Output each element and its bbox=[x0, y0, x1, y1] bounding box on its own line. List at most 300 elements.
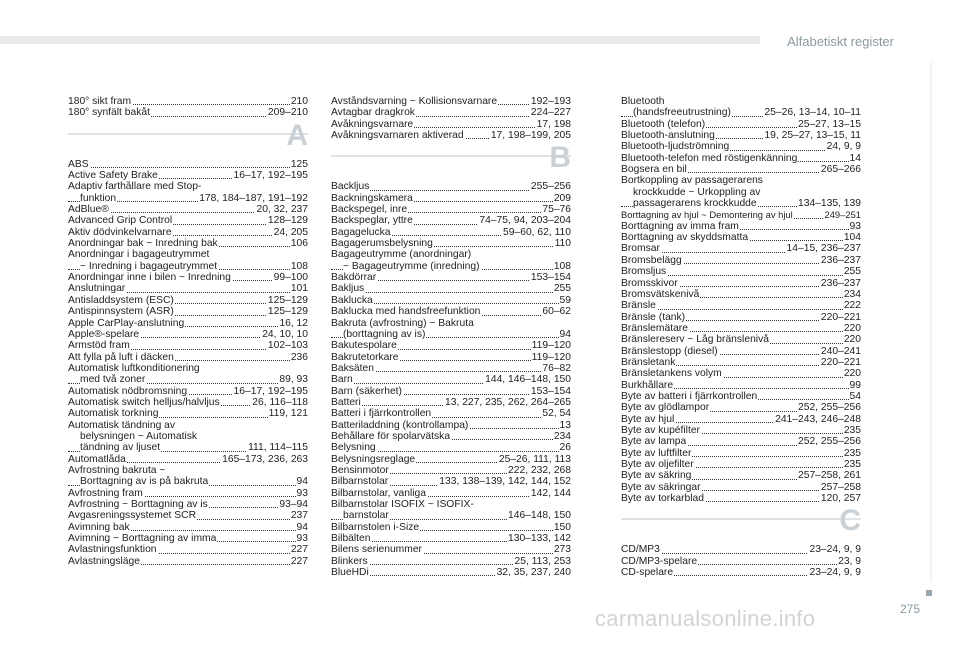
entry-pages: 153–154 bbox=[530, 272, 571, 284]
index-entry bbox=[331, 329, 571, 340]
entry-title: Batteri bbox=[331, 396, 361, 408]
entry-pages: 220 bbox=[843, 322, 861, 334]
entry-pages: 25–27, 13–15 bbox=[798, 118, 861, 130]
index-entry bbox=[68, 204, 308, 215]
index-entry bbox=[621, 312, 861, 323]
entry-title: Byte av lampa bbox=[621, 436, 687, 448]
entry-pages: 26 bbox=[559, 442, 571, 454]
entry-title: Belysningsreglage bbox=[331, 453, 416, 465]
index-entry bbox=[621, 391, 861, 402]
entry-pages: 108 bbox=[553, 260, 571, 272]
entry-pages: 13, 227, 235, 262, 264–265 bbox=[445, 396, 571, 408]
entry-pages: 76–82 bbox=[542, 362, 571, 374]
index-entry bbox=[331, 533, 571, 544]
index-entry bbox=[68, 215, 308, 226]
entry-title: Behållare för spolarvätska bbox=[331, 430, 451, 442]
entry-pages: 125–129 bbox=[267, 294, 308, 306]
entry-pages: 240–241 bbox=[820, 345, 861, 357]
entry-pages: 16, 12 bbox=[279, 317, 308, 329]
index-entry bbox=[68, 488, 308, 499]
entry-title: Adaptiv farthållare med Stop- bbox=[68, 181, 202, 193]
entry-pages: 252, 255–256 bbox=[798, 436, 861, 448]
entry-pages: 94 bbox=[296, 476, 308, 488]
entry-pages: 19, 25–27, 13–15, 11 bbox=[764, 130, 861, 142]
entry-pages: 220 bbox=[843, 368, 861, 380]
index-entry bbox=[621, 209, 861, 220]
index-entry bbox=[621, 289, 861, 300]
entries bbox=[68, 159, 308, 567]
index-entry bbox=[68, 533, 308, 544]
entry-pages: 165–173, 236, 263 bbox=[222, 453, 308, 465]
index-entry bbox=[68, 283, 308, 294]
index-entry bbox=[621, 300, 861, 311]
page-number: 275 bbox=[900, 602, 921, 616]
letter-rule bbox=[621, 518, 861, 520]
entry-pages: 235 bbox=[843, 424, 861, 436]
entry-title: CD/MP3-spelare bbox=[621, 555, 698, 567]
entry-pages: 89, 93 bbox=[279, 374, 308, 386]
index-entry bbox=[621, 243, 861, 254]
index-entry bbox=[621, 130, 861, 141]
entry-pages: 99 bbox=[849, 379, 861, 391]
entry-title: Aktiv dödvinkelvarnare bbox=[68, 226, 172, 238]
index-entry bbox=[621, 107, 861, 118]
entry-pages: 134–135, 139 bbox=[798, 198, 861, 210]
entry-title: Bogsera en bil bbox=[621, 164, 687, 176]
index-entry bbox=[331, 510, 571, 521]
entry-pages: 236–237 bbox=[820, 277, 861, 289]
index-entry bbox=[68, 261, 308, 272]
index-entry bbox=[68, 227, 308, 238]
index-entry bbox=[68, 454, 308, 465]
entry-pages: 101 bbox=[290, 283, 308, 295]
index-entry bbox=[68, 249, 308, 260]
entry-pages: 125–129 bbox=[267, 306, 308, 318]
entry-title: tändning av ljuset bbox=[80, 442, 161, 454]
index-entry bbox=[331, 215, 571, 226]
index-entry bbox=[621, 368, 861, 379]
entry-pages: 255 bbox=[843, 266, 861, 278]
entry-pages: 32, 35, 237, 240 bbox=[496, 567, 571, 579]
entry-title: Belysning bbox=[331, 442, 376, 454]
entry-title: 180° synfält bakåt bbox=[68, 107, 150, 119]
entry-pages: 59 bbox=[559, 294, 571, 306]
index-entry bbox=[68, 544, 308, 555]
entry-pages: 235 bbox=[843, 447, 861, 459]
index-entry bbox=[621, 556, 861, 567]
index-entry bbox=[68, 193, 308, 204]
entry-pages: 24, 205 bbox=[273, 226, 308, 238]
entry-title: Avfrostning fram bbox=[68, 487, 143, 499]
entry-title: Backspegel, inre bbox=[331, 204, 408, 216]
index-entry bbox=[621, 482, 861, 493]
index-entry bbox=[68, 386, 308, 397]
index-entry bbox=[331, 272, 571, 283]
entry-pages: 94 bbox=[559, 328, 571, 340]
entry-title: Bränslereserv ~ Låg bränslenivå bbox=[621, 334, 769, 346]
entry-title: Avlastningsläge bbox=[68, 555, 140, 567]
letter-divider bbox=[621, 504, 861, 544]
entry-title: Bilbarnstolar, vanliga bbox=[331, 487, 427, 499]
entry-title: Batteriladdning (kontrollampa) bbox=[331, 419, 469, 431]
entry-title: Bagagelucka bbox=[331, 226, 391, 238]
entry-pages: 227 bbox=[290, 555, 308, 567]
entry-pages: 23–24, 9, 9 bbox=[809, 544, 861, 556]
entry-title: Bränslestopp (diesel) bbox=[621, 345, 718, 357]
entry-pages: 257–258 bbox=[820, 481, 861, 493]
entry-pages: 125 bbox=[290, 158, 308, 170]
entry-pages: 75–76 bbox=[542, 204, 571, 216]
entry-pages: 249–251 bbox=[824, 209, 861, 221]
entry-title: med två zoner bbox=[80, 374, 146, 386]
entry-title: Bilens serienummer bbox=[331, 544, 422, 556]
entry-pages: 16–17, 192–195 bbox=[233, 385, 308, 397]
entry-pages: 23, 9 bbox=[838, 555, 861, 567]
entry-title: Borttagning av hjul ~ Demontering av hjul bbox=[621, 209, 793, 221]
entry-title: Borttagning av skyddsmatta bbox=[621, 232, 749, 244]
index-entry bbox=[621, 198, 861, 209]
entry-pages: 236–237 bbox=[820, 254, 861, 266]
entry-title: ~ Bagageutrymme (inredning) bbox=[343, 260, 480, 272]
index-entry bbox=[331, 476, 571, 487]
entry-pages: 20, 32, 237 bbox=[256, 204, 308, 216]
entry-title: Bromsbelägg bbox=[621, 254, 682, 266]
index-entry bbox=[68, 408, 308, 419]
entry-pages: 209 bbox=[553, 192, 571, 204]
entry-title: Byte av torkarblad bbox=[621, 493, 704, 505]
entry-title: Byte av batteri i fjärrkontrollen bbox=[621, 390, 758, 402]
index-entry bbox=[331, 431, 571, 442]
index-entry bbox=[68, 96, 308, 107]
entry-title: Burkhållare bbox=[621, 379, 674, 391]
entry-title: Att fylla på luft i däcken bbox=[68, 351, 174, 363]
index-entry bbox=[331, 295, 571, 306]
pre-entries bbox=[68, 96, 308, 119]
entry-pages: 16–17, 192–195 bbox=[233, 170, 308, 182]
entry-title: Avgasreningssystemet SCR bbox=[68, 510, 197, 522]
entry-title: Barn (säkerhet) bbox=[331, 385, 402, 397]
header-rule bbox=[0, 36, 760, 44]
index-entry bbox=[621, 255, 861, 266]
entry-title: Bilbälten bbox=[331, 533, 371, 545]
index-entry bbox=[68, 238, 308, 249]
leader-dots bbox=[331, 292, 571, 293]
index-entry bbox=[68, 352, 308, 363]
entry-pages: 222 bbox=[843, 300, 861, 312]
entry-title: Anordningar bak ~ Inredning bak bbox=[68, 238, 218, 250]
entry-title: Baklucka med handsfreefunktion bbox=[331, 306, 481, 318]
index-entry bbox=[331, 181, 571, 192]
entry-title: Bromsar bbox=[621, 243, 660, 255]
entry-pages: 26, 116–118 bbox=[252, 396, 308, 408]
entry-title: belysningen ~ Automatisk bbox=[80, 430, 198, 442]
index-entry bbox=[331, 352, 571, 363]
entry-pages: 235 bbox=[843, 459, 861, 470]
index-column-1 bbox=[68, 96, 308, 567]
entry-title: ~ Inredning i bagageutrymmet bbox=[80, 260, 218, 272]
index-entry bbox=[68, 159, 308, 170]
index-entry bbox=[331, 107, 571, 118]
entry-pages: 25–26, 13–14, 10–11 bbox=[764, 107, 861, 119]
entry-title: Automatisk tändning av bbox=[68, 419, 176, 431]
page-mark bbox=[926, 590, 932, 596]
index-entry bbox=[621, 567, 861, 578]
entry-title: Active Safety Brake bbox=[68, 170, 158, 182]
entry-pages: 17, 198 bbox=[536, 118, 571, 130]
leader-dots bbox=[621, 309, 861, 310]
index-entry bbox=[331, 204, 571, 215]
entry-title: barnstolar bbox=[343, 510, 389, 522]
index-entry bbox=[68, 170, 308, 181]
entry-title: Avimning ~ Borttagning av imma bbox=[68, 533, 217, 545]
entry-title: BlueHDi bbox=[331, 567, 369, 579]
entry-pages: 13 bbox=[559, 419, 571, 431]
index-entry bbox=[621, 96, 861, 107]
entry-title: Backljus bbox=[331, 181, 370, 193]
entry-pages: 257–258, 261 bbox=[798, 470, 861, 482]
entry-title: 180° sikt fram bbox=[68, 96, 132, 107]
entry-title: Avtagbar dragkrok bbox=[331, 107, 415, 119]
entry-title: Bakruta (avfrostning) ~ Bakruta bbox=[331, 317, 474, 329]
index-entry bbox=[621, 414, 861, 425]
index-entry bbox=[331, 238, 571, 249]
entry-pages: 93–94 bbox=[279, 499, 308, 510]
index-entry bbox=[68, 329, 308, 340]
entry-pages: 220 bbox=[843, 334, 861, 346]
entry-pages: 23–24, 9, 9 bbox=[809, 567, 861, 579]
entry-title: Bilbarnstolar ISOFIX ~ ISOFIX- bbox=[331, 499, 474, 510]
entry-pages: 25–26, 111, 113 bbox=[498, 453, 571, 465]
entry-pages: 93 bbox=[849, 220, 861, 232]
entry-title: Backningskamera bbox=[331, 192, 413, 204]
entry-title: Anslutningar bbox=[68, 283, 126, 295]
entry-title: Bluetooth-ljudströmning bbox=[621, 141, 730, 153]
index-entry bbox=[621, 436, 861, 447]
entry-title: Byte av glödlampor bbox=[621, 402, 710, 414]
entry-pages: 133, 138–139, 142, 144, 152 bbox=[439, 476, 571, 488]
entry-title: Bromsljus bbox=[621, 266, 667, 278]
index-entry bbox=[331, 340, 571, 351]
entry-title: Bakrutetorkare bbox=[331, 351, 399, 363]
entry-title: AdBlue® bbox=[68, 204, 109, 216]
entry-title: Bluetooth (telefon) bbox=[621, 118, 706, 130]
entry-title: Baklucka bbox=[331, 294, 373, 306]
page-section-title: Alfabetiskt register bbox=[787, 34, 894, 49]
entries bbox=[331, 181, 571, 578]
index-entry bbox=[331, 261, 571, 272]
index-entry bbox=[68, 522, 308, 533]
entry-title: Bakutespolare bbox=[331, 340, 397, 352]
pre-entries bbox=[621, 96, 861, 504]
entry-title: Avfrostning ~ Borttagning av is bbox=[68, 499, 208, 510]
entry-title: Bromsskivor bbox=[621, 277, 678, 289]
entry-title: Bränsletank bbox=[621, 356, 676, 368]
entry-title: (borttagning av is) bbox=[343, 328, 426, 340]
index-entry bbox=[331, 499, 571, 510]
index-entry bbox=[331, 522, 571, 533]
index-entry bbox=[621, 402, 861, 413]
index-entry bbox=[331, 408, 571, 419]
index-entry bbox=[331, 442, 571, 453]
index-entry bbox=[331, 386, 571, 397]
index-entry bbox=[331, 318, 571, 329]
index-entry bbox=[331, 96, 571, 107]
entry-pages: 255 bbox=[553, 283, 571, 295]
entry-pages: 119–120 bbox=[531, 340, 571, 352]
index-entry bbox=[331, 130, 571, 141]
entry-title: Bilbarnstolen i-Size bbox=[331, 521, 420, 533]
index-column-2 bbox=[331, 96, 571, 578]
entry-title: Advanced Grip Control bbox=[68, 215, 173, 227]
entry-pages: 17, 198–199, 205 bbox=[490, 130, 571, 142]
entry-title: Bensinmotor bbox=[331, 464, 389, 476]
entry-pages: 59–60, 62, 110 bbox=[503, 226, 571, 238]
entry-title: Apple®-spelare bbox=[68, 328, 140, 340]
index-entry bbox=[68, 107, 308, 118]
index-entry bbox=[621, 164, 861, 175]
index-entry bbox=[621, 221, 861, 232]
entry-pages: 54 bbox=[849, 390, 861, 402]
entry-title: Baksäten bbox=[331, 362, 374, 374]
entry-title: Borttagning av imma fram bbox=[621, 220, 739, 232]
entry-pages: 25, 113, 253 bbox=[514, 555, 571, 567]
index-entry bbox=[621, 346, 861, 357]
index-entry bbox=[621, 459, 861, 470]
entry-title: Byte av oljefilter bbox=[621, 459, 694, 470]
entry-title: Avståndsvarning ~ Kollisionsvarnare bbox=[331, 96, 498, 107]
entry-pages: 236 bbox=[290, 351, 308, 363]
index-entry bbox=[621, 266, 861, 277]
entry-title: Apple CarPlay-anslutning bbox=[68, 317, 185, 329]
index-entry bbox=[331, 193, 571, 204]
entry-pages: 252, 255–256 bbox=[798, 402, 861, 414]
entry-pages: 24, 10, 10 bbox=[262, 328, 308, 340]
entry-pages: 227 bbox=[290, 544, 308, 556]
index-entry bbox=[331, 420, 571, 431]
index-entry bbox=[621, 153, 861, 164]
entry-pages: 142, 144 bbox=[530, 487, 571, 499]
entry-pages: 273 bbox=[553, 544, 571, 556]
entry-title: (handsfreeutrustning) bbox=[633, 107, 731, 119]
index-entry bbox=[331, 544, 571, 555]
entry-pages: 94 bbox=[296, 521, 308, 533]
entries bbox=[621, 544, 861, 578]
entry-title: Antispinnsystem (ASR) bbox=[68, 306, 174, 318]
entry-pages: 153–154 bbox=[530, 385, 571, 397]
entry-pages: 110 bbox=[554, 238, 571, 250]
entry-pages: 265–266 bbox=[820, 164, 861, 176]
index-entry bbox=[68, 318, 308, 329]
entry-title: Automatlåda bbox=[68, 453, 126, 465]
entry-title: Bagageutrymme (anordningar) bbox=[331, 249, 472, 261]
entry-title: Avåkningsvarnaren aktiverad bbox=[331, 130, 464, 142]
entry-title: Avimning bak bbox=[68, 521, 130, 533]
entry-title: Armstöd fram bbox=[68, 340, 130, 352]
index-entry bbox=[621, 119, 861, 130]
index-entry bbox=[621, 278, 861, 289]
entry-title: Byte av luftfilter bbox=[621, 447, 692, 459]
index-entry bbox=[68, 510, 308, 521]
entry-title: Bakdörrar bbox=[331, 272, 377, 284]
entry-pages: 146–148, 150 bbox=[508, 510, 571, 522]
index-entry bbox=[331, 488, 571, 499]
entry-title: Bluetooth-telefon med röstigenkänning bbox=[621, 152, 798, 164]
entry-title: passagerarens krockkudde bbox=[633, 198, 757, 210]
watermark: carmanualsonline.info bbox=[595, 606, 816, 631]
entry-pages: 234 bbox=[553, 430, 571, 442]
entry-title: Avåkningsvarnare bbox=[331, 118, 414, 130]
section-letter: A bbox=[286, 118, 308, 152]
index-entry bbox=[331, 465, 571, 476]
index-entry bbox=[331, 227, 571, 238]
index-entry bbox=[621, 448, 861, 459]
entry-pages: 237 bbox=[290, 510, 308, 522]
entry-pages: 108 bbox=[290, 260, 308, 272]
index-entry bbox=[621, 380, 861, 391]
index-entry bbox=[68, 374, 308, 385]
index-entry bbox=[621, 334, 861, 345]
index-entry bbox=[68, 476, 308, 487]
entry-title: Bluetooth-anslutning bbox=[621, 130, 715, 142]
index-entry bbox=[621, 544, 861, 555]
index-entry bbox=[331, 363, 571, 374]
entry-pages: 14 bbox=[849, 152, 861, 164]
index-entry bbox=[68, 397, 308, 408]
entry-title: Blinkers bbox=[331, 555, 368, 567]
entry-pages: 93 bbox=[296, 533, 308, 545]
index-entry bbox=[68, 556, 308, 567]
index-entry bbox=[331, 249, 571, 260]
letter-rule bbox=[331, 155, 571, 157]
entry-pages: 74–75, 94, 203–204 bbox=[479, 215, 571, 227]
index-entry bbox=[68, 442, 308, 453]
index-entry bbox=[331, 374, 571, 385]
entry-pages: 102–103 bbox=[267, 340, 308, 352]
entry-title: Bagagerumsbelysning bbox=[331, 238, 433, 250]
index-entry bbox=[331, 306, 571, 317]
entry-pages: 150 bbox=[553, 521, 571, 533]
entry-title: Bilbarnstolar bbox=[331, 476, 389, 488]
entry-title: Antisladdsystem (ESC) bbox=[68, 294, 174, 306]
entry-pages: 128–129 bbox=[267, 215, 308, 227]
index-entry bbox=[331, 567, 571, 578]
entry-title: Avlastningsfunktion bbox=[68, 544, 157, 556]
entry-pages: 120, 257 bbox=[820, 493, 861, 505]
index-entry bbox=[621, 357, 861, 368]
entry-pages: 178, 184–187, 191–192 bbox=[199, 192, 308, 204]
entry-pages: 60–62 bbox=[542, 306, 571, 318]
entry-pages: 119–120 bbox=[531, 351, 571, 363]
entry-title: Automatisk torkning bbox=[68, 408, 159, 420]
index-entry bbox=[621, 141, 861, 152]
index-entry bbox=[621, 425, 861, 436]
entry-pages: 210 bbox=[290, 96, 308, 107]
entry-pages: 93 bbox=[296, 487, 308, 499]
entry-pages: 24, 9, 9 bbox=[826, 141, 861, 153]
entry-pages: 119, 121 bbox=[268, 408, 308, 420]
index-entry bbox=[621, 323, 861, 334]
entry-title: Bluetooth bbox=[621, 96, 665, 107]
entry-title: ABS bbox=[68, 158, 89, 170]
entry-title: Bromsvätskenivå bbox=[621, 288, 700, 300]
entry-pages: 192–193 bbox=[530, 96, 571, 107]
entry-pages: 224–227 bbox=[530, 107, 571, 119]
section-letter: B bbox=[549, 141, 571, 175]
entry-pages: 220–221 bbox=[820, 356, 861, 368]
entry-pages: 52, 54 bbox=[542, 408, 571, 420]
pre-entries bbox=[331, 96, 571, 141]
index-entry bbox=[331, 556, 571, 567]
